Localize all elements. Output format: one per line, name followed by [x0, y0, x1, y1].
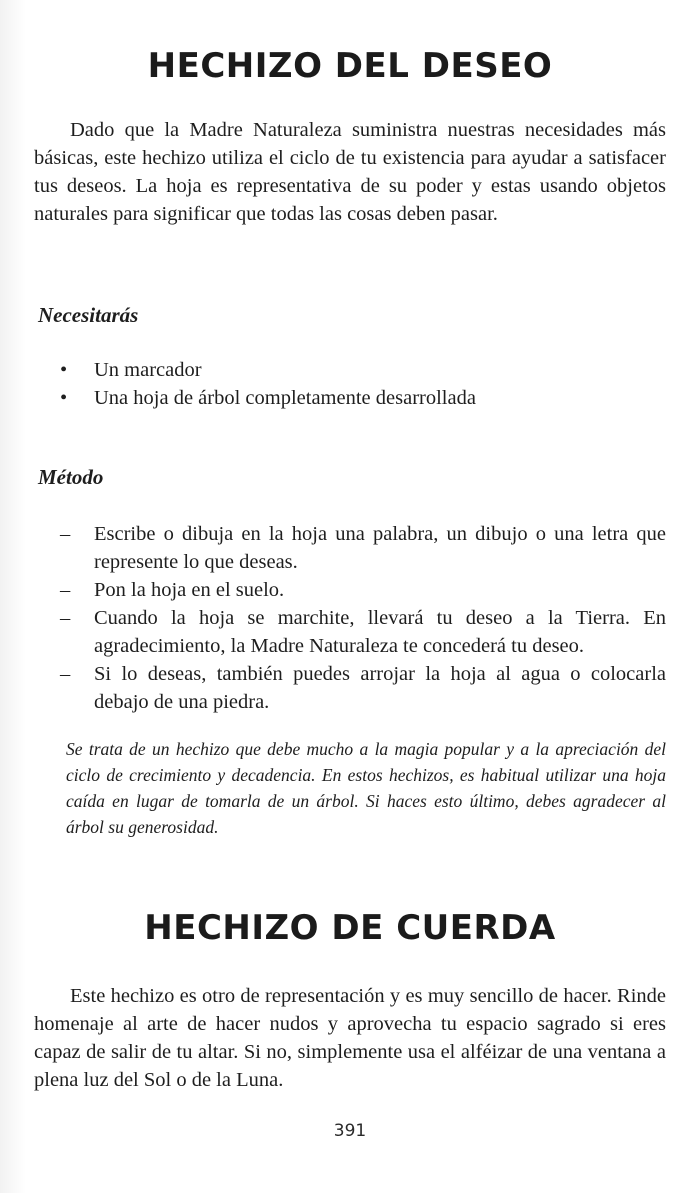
materials-list [60, 356, 660, 412]
section-title-rope-spell: HECHIZO DE CUERDA [144, 908, 556, 948]
dash-icon: – [60, 523, 71, 545]
method-step-text: Escribe o dibuja en la hoja una palabra, un dibujo o una letra que represente lo que deseas. [94, 523, 666, 573]
intro-paragraph-rope-spell: Este hechizo es otro de representación y es muy sencillo de hacer. Rinde homenaje al arte de hacer nudos y aprovecha tu espacio sagrado si eres capaz de salir de tu altar. Si no, simplemente usa el alféizar de una ventana a plena luz del Sol o de la Luna. [34, 985, 666, 1091]
list-item [60, 520, 666, 576]
closing-note: Se trata de un hechizo que debe mucho a la magia popular y a la apreciación del ciclo de crecimiento y decadencia. En estos hechizos, es habitual utilizar una hoja caída en lugar de tomarla de un árbol. Si haces esto último, debes agradecer al árbol su generosidad. [66, 739, 666, 837]
method-step-text: Pon la hoja en el suelo. [94, 579, 285, 601]
intro-paragraph-wish-spell: Dado que la Madre Naturaleza suministra nuestras necesidades más básicas, este hechizo utiliza el ciclo de tu existencia para ayudar a satisfacer tus deseos. La hoja es representativa de su poder y estas usando objetos naturales para significar que todas las cosas deben pasar. [34, 119, 666, 225]
list-item [60, 604, 666, 660]
material-text: Un marcador [94, 359, 202, 381]
list-item [60, 660, 666, 716]
method-step-text: Cuando la hoja se marchite, llevará tu deseo a la Tierra. En agradecimiento, la Madre Naturaleza te concederá tu deseo. [94, 607, 666, 657]
spine-shadow [0, 0, 26, 1193]
bullet-icon: • [60, 387, 68, 409]
materials-heading: Necesitarás [38, 303, 139, 327]
method-heading: Método [38, 465, 104, 489]
list-item [60, 576, 666, 604]
bullet-icon: • [60, 359, 68, 381]
material-text: Una hoja de árbol completamente desarrollada [94, 387, 476, 409]
method-step-text: Si lo deseas, también puedes arrojar la hoja al agua o colocarla debajo de una piedra. [94, 663, 666, 713]
section-title-wish-spell: HECHIZO DEL DESEO [147, 46, 553, 86]
page-number: 391 [333, 1121, 367, 1141]
dash-icon: – [60, 663, 71, 685]
method-list [60, 520, 666, 716]
list-item [60, 384, 660, 412]
dash-icon: – [60, 607, 71, 629]
list-item [60, 356, 660, 384]
dash-icon: – [60, 579, 71, 601]
